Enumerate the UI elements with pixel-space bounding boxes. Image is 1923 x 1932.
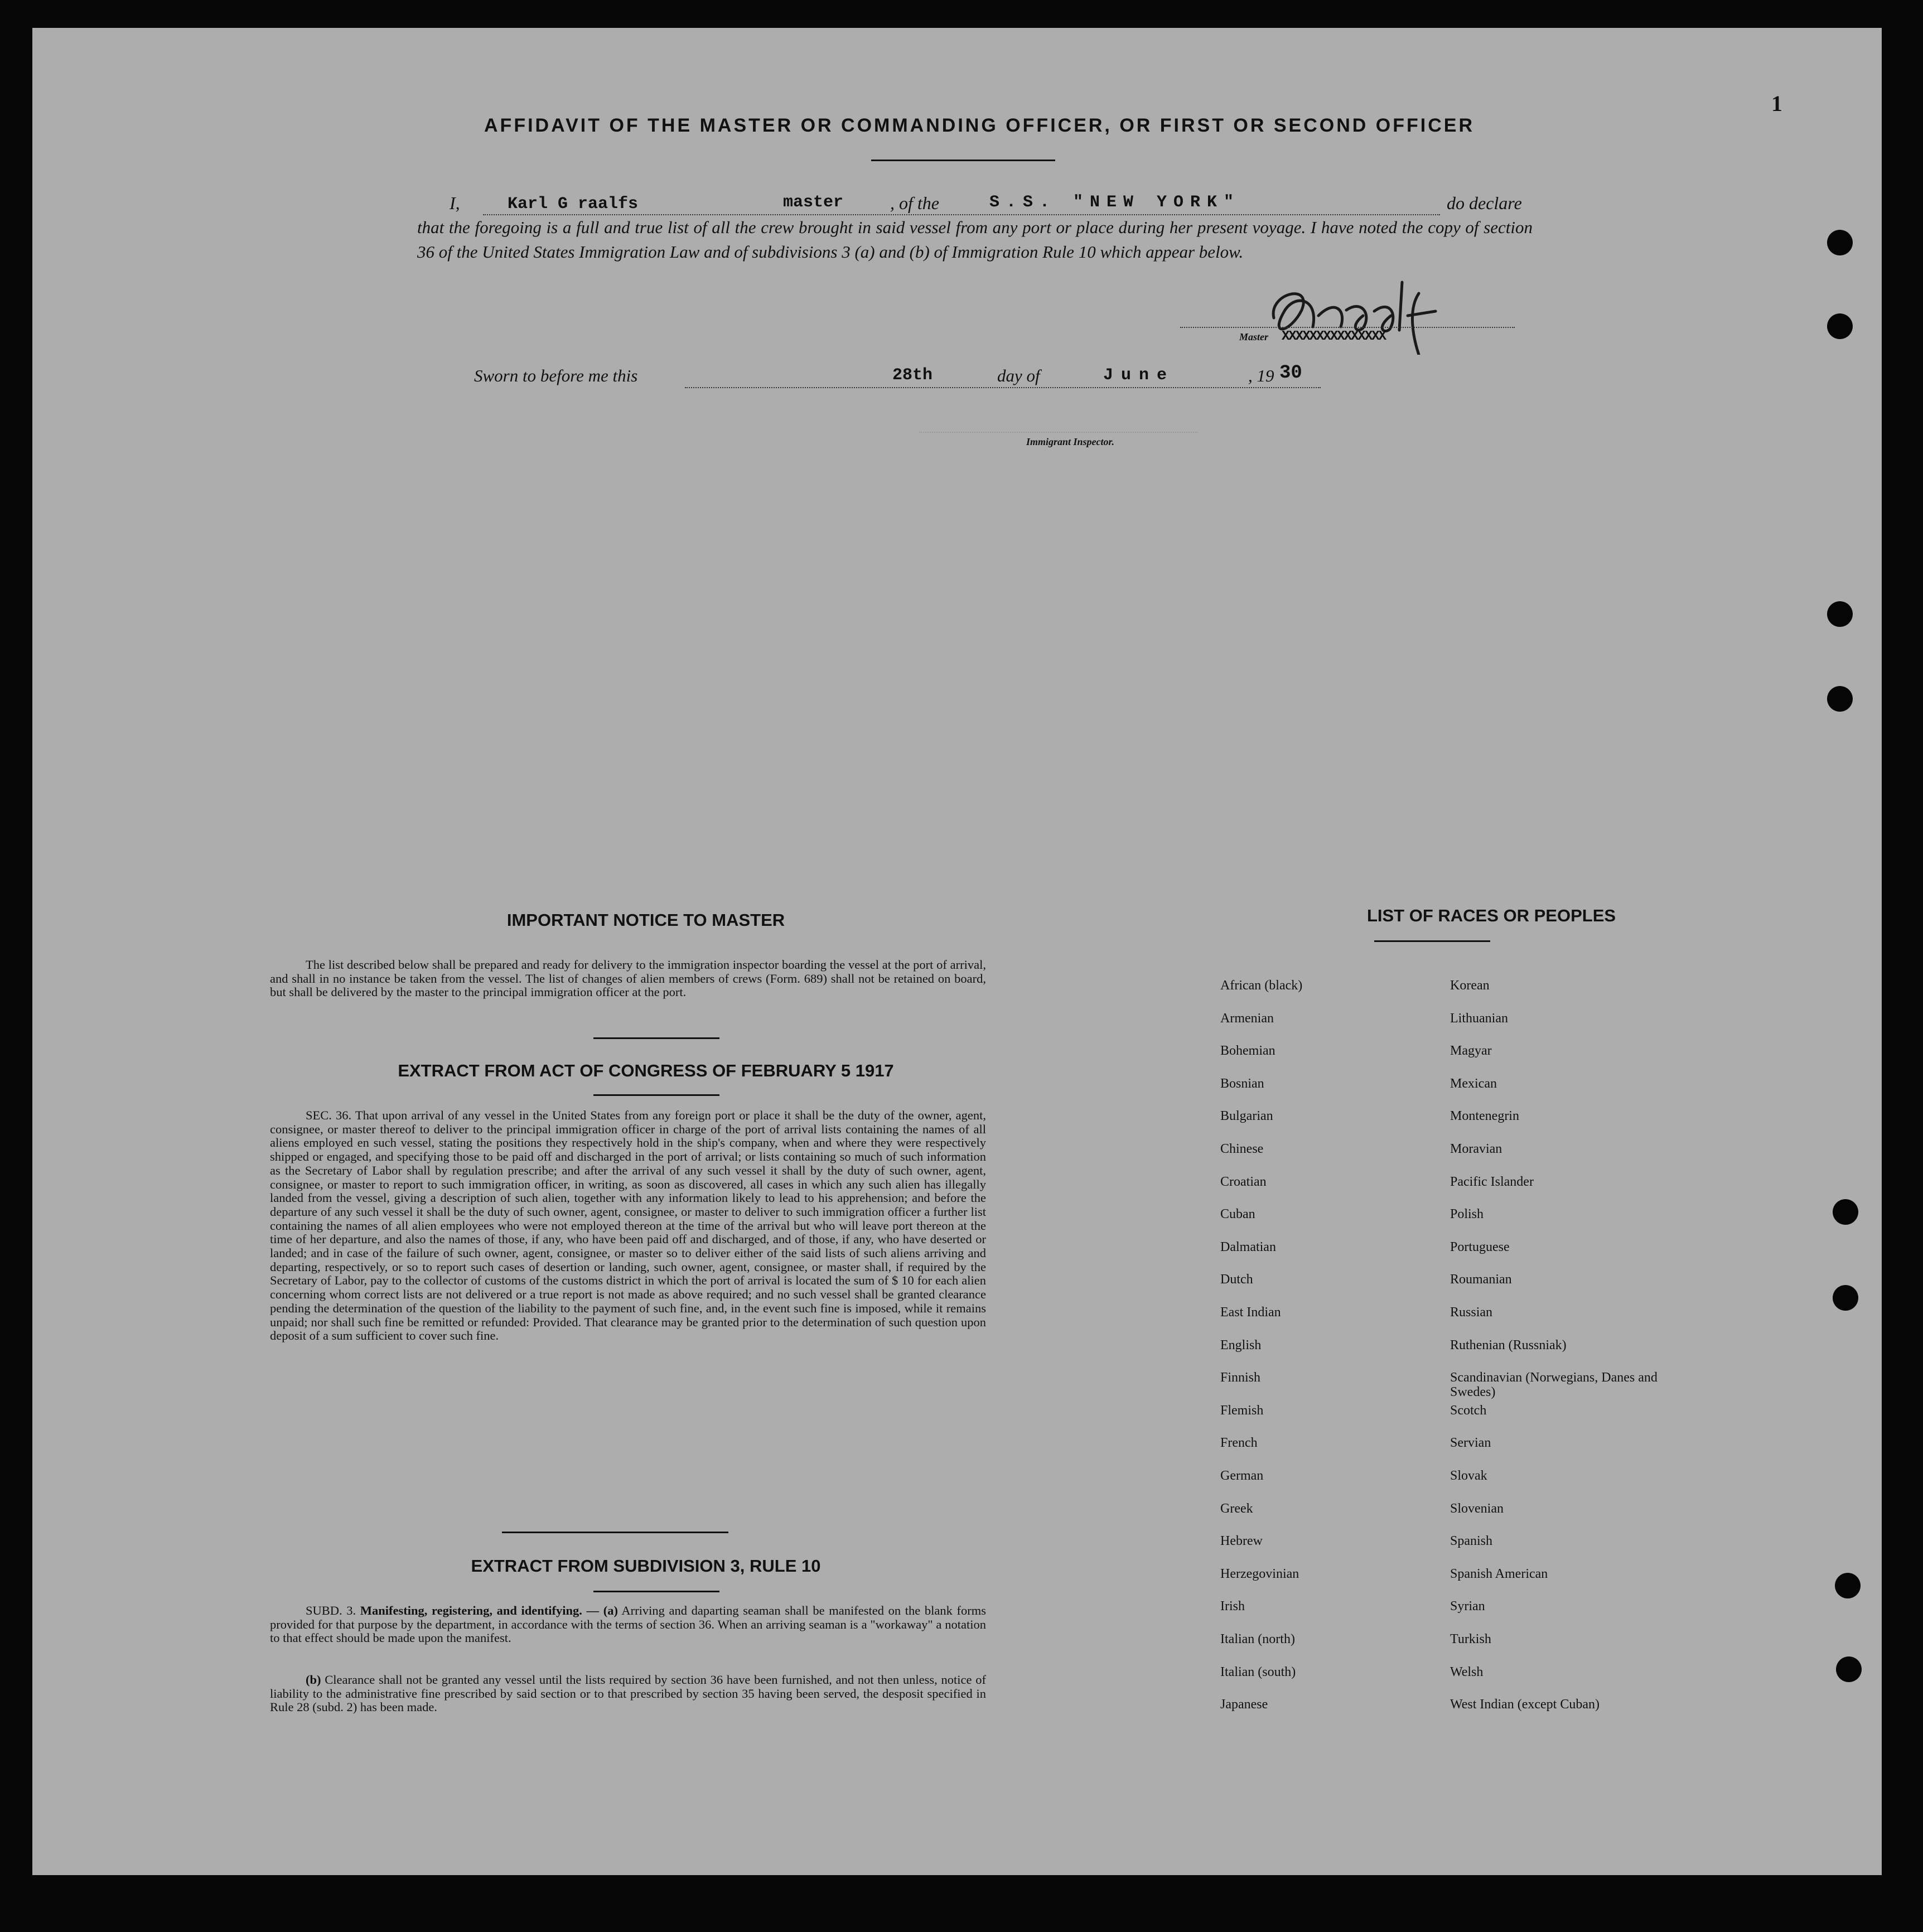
sworn-day: 28th: [892, 366, 933, 385]
rule-subd-b: [270, 1673, 986, 1714]
notice-title: IMPORTANT NOTICE TO MASTER: [506, 910, 785, 930]
races-title-rule: [1374, 940, 1490, 942]
race-item: Pacific Islander: [1450, 1174, 1534, 1189]
punch-hole: [1833, 1199, 1858, 1225]
race-item: Russian: [1450, 1305, 1493, 1320]
race-item: Spanish American: [1450, 1566, 1548, 1581]
race-item: Cuban: [1220, 1207, 1255, 1222]
race-item: Croatian: [1220, 1174, 1267, 1189]
race-item: Chinese: [1220, 1142, 1264, 1156]
master-name: Karl G raalfs: [508, 195, 639, 214]
signature-label: Master: [1239, 331, 1269, 342]
affidavit-title: AFFIDAVIT OF THE MASTER OR COMMANDING OFFICER, OR FIRST OR SECOND OFFICER: [484, 115, 1475, 136]
race-item: Irish: [1220, 1599, 1245, 1614]
race-item: Hebrew: [1220, 1534, 1263, 1549]
affidavit-body: that the foregoing is a full and true list of all the crew brought in said vessel from any port or place during her present voyage. I have noted the copy of section 36 of the United States Immigration Law and of subdivisions 3 (a) and (b) of Immigration Rule 10 which appear below.: [417, 218, 1533, 262]
sworn-month: June: [1103, 366, 1175, 385]
race-item: Dutch: [1220, 1272, 1253, 1287]
race-item: Herzegovinian: [1220, 1566, 1299, 1581]
punch-hole: [1836, 1656, 1862, 1682]
punch-hole: [1827, 230, 1853, 255]
race-item: Magyar: [1450, 1044, 1492, 1059]
race-item: Syrian: [1450, 1599, 1485, 1614]
master-rank: master: [783, 193, 844, 212]
race-item: Servian: [1450, 1436, 1491, 1451]
rule-subd-lead: SUBD. 3.: [306, 1603, 356, 1617]
punch-hole: [1833, 1285, 1858, 1311]
inspector-label: Immigrant Inspector.: [1026, 436, 1115, 447]
race-item: French: [1220, 1436, 1258, 1451]
race-item: Welsh: [1450, 1664, 1484, 1679]
inspector-line: [919, 432, 1198, 433]
race-item: Portuguese: [1450, 1239, 1510, 1254]
race-item: Mexican: [1450, 1076, 1497, 1091]
rule-title-rule: [593, 1591, 719, 1592]
race-item: Dalmatian: [1220, 1239, 1276, 1254]
race-item: Armenian: [1220, 1011, 1274, 1026]
race-item: German: [1220, 1469, 1264, 1483]
race-item: Bohemian: [1220, 1044, 1275, 1059]
rule-b-label: (b): [306, 1673, 321, 1687]
punch-hole: [1827, 686, 1853, 712]
sworn-line: [685, 387, 1321, 388]
rule-title: EXTRACT FROM SUBDIVISION 3, RULE 10: [471, 1556, 821, 1576]
race-item: Scotch: [1450, 1403, 1487, 1418]
signature-line: [1180, 327, 1515, 328]
race-item: Ruthenian (Russniak): [1450, 1337, 1567, 1353]
race-item: Roumanian: [1450, 1272, 1512, 1287]
manifest-page: [32, 28, 1882, 1875]
race-item: Greek: [1220, 1501, 1253, 1516]
rule-subd-heading: Manifesting, registering, and identifying. —: [360, 1603, 600, 1617]
rule-a-label: (a): [603, 1603, 618, 1617]
act-title-rule: [593, 1094, 719, 1096]
race-item: English: [1220, 1337, 1262, 1353]
page-number-mark: 1: [1771, 91, 1782, 116]
title-rule: [871, 160, 1055, 161]
do-declare-label: do declare: [1447, 193, 1522, 213]
race-item: African (black): [1220, 978, 1303, 993]
sworn-year: 30: [1279, 363, 1302, 384]
race-item: Flemish: [1220, 1403, 1264, 1418]
year-prefix: , 19: [1248, 366, 1274, 385]
rule-a-text: Arriving and daparting seaman shall be manifested on the blank forms provided for that purpose by the department, in accordance with the terms of section 36. When an arriving seaman is a "workaway" a notation to that effect should be made upon the manifest.: [270, 1603, 987, 1645]
race-item: Lithuanian: [1450, 1011, 1508, 1026]
race-item: Moravian: [1450, 1142, 1502, 1156]
punch-hole: [1827, 601, 1853, 627]
race-item: Bosnian: [1220, 1076, 1264, 1091]
act-end-rule: [502, 1532, 728, 1533]
rule-b-text: Clearance shall not be granted any vessel until the lists required by section 36 have been furnished, and not then unless, notice of liability to the administrative fine prescribed by said section or to that prescribed by section 35 having been served, the desposit specified in Rule 28 (subd. 2) has been made.: [270, 1673, 987, 1714]
vessel-name: S.S. "NEW YORK": [989, 193, 1241, 212]
day-of-label: day of: [997, 366, 1040, 385]
act-title: EXTRACT FROM ACT OF CONGRESS OF FEBRUARY 5 1917: [398, 1061, 894, 1080]
races-title: LIST OF RACES OR PEOPLES: [1366, 906, 1616, 925]
race-item: Italian (north): [1220, 1632, 1295, 1646]
act-section-36-text: SEC. 36. That upon arrival of any vessel in the United States from any foreign port or place it shall be the duty of the owner, agent, consignee, or master thereof to deliver to the principal immigration officer in charge of the port of arrival lists containing the names of all aliens employed en such vessel, stating the positions they respectively hold in the ship's company, when and where they were respectively shipped or engaged, and specifying those to be paid off and discharged in the port of arrival; or lists containing so much of such information as the Secretary of Labor shall by regulation prescribe; and after the arrival of any such vessel it shall by the duty of such owner, agent, consignee, or master to report to such immigration officer, in writing, as soon as discovered, all cases in which any such alien has illegally landed from the vessel, giving a description of such alien, together with any information likely to lead to his apprehension; and before the departure of any such vessel it shall be the duty of such owner, agent, consignee, or master to deliver to such immigration officer a further list containing the names of all alien employees who were not employed thereon at the time of the arrival but who will leave port thereon at the time of her departure, and also the names of those, if any, who have been paid off and discharged, and of those, if any, who have deserted or landed; and in case of the failure of such owner, agent, consignee, or master so to deliver either of the said lists of such aliens arriving and departing, respectively, or so to report such cases of desertion or landing, such owner, agent, consignee, or master shall, if required by the Secretary of Labor, pay to the collector of customs of the customs district in which the port of arrival is located the sum of $ 10 for each alien concerning whom correct lists are not delivered or a true report is not made as above required; and no such vessel shall be granted clearance pending the determination of the question of the liability to the payment of such fine, and, in the event such fine is imposed, while it remains unpaid; nor shall such fine be remitted or refunded: Provided. That clearance may be granted prior to the determination of such question upon deposit of a sum sufficient to cover such fine.: [270, 1108, 986, 1343]
race-item: Slovenian: [1450, 1501, 1504, 1516]
race-item: Slovak: [1450, 1469, 1487, 1483]
punch-hole: [1827, 313, 1853, 339]
race-item: Montenegrin: [1450, 1109, 1519, 1124]
affidavit-lead: I,: [450, 193, 460, 213]
notice-rule: [593, 1037, 719, 1039]
race-item: Scandinavian (Norwegians, Danes and Swedes): [1450, 1370, 1658, 1400]
of-the-label: , of the: [890, 193, 939, 213]
punch-hole: [1835, 1573, 1861, 1598]
race-item: East Indian: [1220, 1305, 1281, 1320]
race-item: Polish: [1450, 1207, 1484, 1222]
race-item: Finnish: [1220, 1370, 1261, 1385]
race-item: West Indian (except Cuban): [1450, 1697, 1600, 1712]
race-item: Turkish: [1450, 1632, 1491, 1646]
struck-officer-titles: XXXXXXXXXXXXXXX: [1282, 329, 1386, 344]
race-item: Italian (south): [1220, 1664, 1296, 1679]
notice-text: The list described below shall be prepared and ready for delivery to the immigration inspector boarding the vessel at the port of arrival, and shall in no instance be taken from the vessel. The list of changes of alien members of crews (Form. 689) shall not be retained on board, but shall be delivered by the master to the principal immigration officer at the port.: [270, 958, 986, 999]
sworn-label: Sworn to before me this: [474, 366, 638, 385]
affidavit-declaration-line: [450, 193, 460, 214]
rule-subd-a: [270, 1604, 986, 1645]
race-item: Spanish: [1450, 1534, 1493, 1549]
race-item: Korean: [1450, 978, 1490, 993]
race-item: Japanese: [1220, 1697, 1268, 1712]
race-item: Bulgarian: [1220, 1109, 1273, 1124]
